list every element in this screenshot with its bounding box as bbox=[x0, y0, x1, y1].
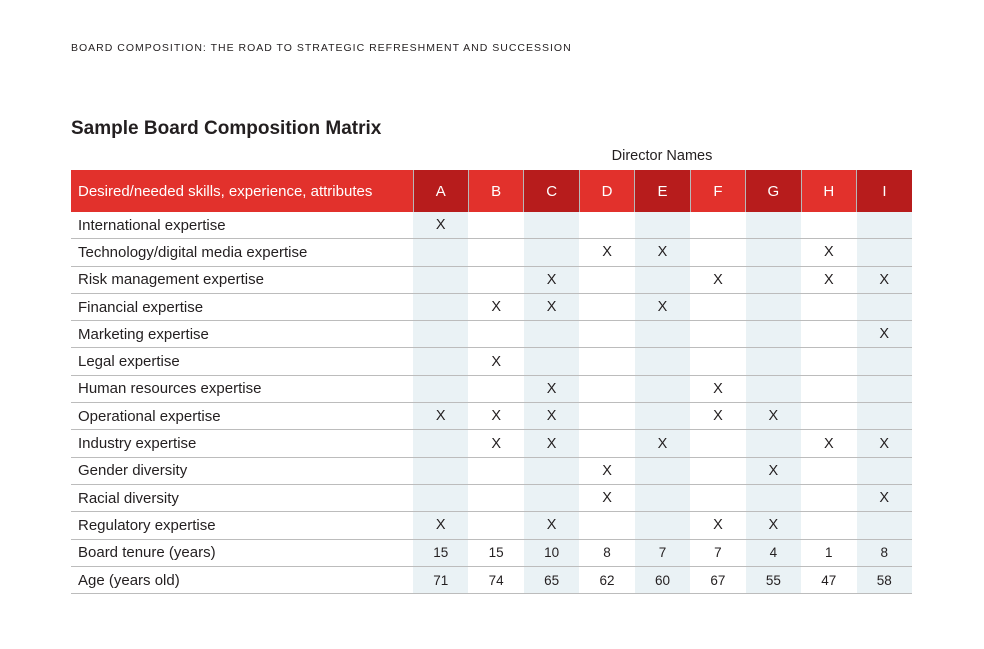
mark-cell bbox=[857, 239, 912, 266]
mark-cell bbox=[579, 348, 634, 375]
mark-cell bbox=[579, 321, 634, 348]
row-label: Regulatory expertise bbox=[71, 512, 413, 539]
value-cell: 74 bbox=[468, 566, 523, 593]
mark-cell bbox=[801, 403, 856, 430]
director-header-f: F bbox=[690, 170, 745, 212]
mark-cell bbox=[801, 293, 856, 320]
mark-cell bbox=[746, 430, 801, 457]
value-cell: 8 bbox=[579, 539, 634, 566]
table-row bbox=[71, 457, 912, 484]
mark-cell bbox=[746, 348, 801, 375]
mark-cell: X bbox=[690, 375, 745, 402]
director-header-i: I bbox=[857, 170, 912, 212]
value-cell: 15 bbox=[413, 539, 468, 566]
mark-cell bbox=[635, 375, 690, 402]
mark-cell: X bbox=[524, 375, 579, 402]
mark-cell: X bbox=[746, 457, 801, 484]
mark-cell: X bbox=[524, 403, 579, 430]
row-label: Technology/digital media expertise bbox=[71, 239, 413, 266]
value-cell: 62 bbox=[579, 566, 634, 593]
mark-cell bbox=[413, 293, 468, 320]
mark-cell bbox=[579, 266, 634, 293]
value-cell: 47 bbox=[801, 566, 856, 593]
mark-cell bbox=[579, 293, 634, 320]
mark-cell bbox=[468, 266, 523, 293]
mark-cell bbox=[579, 430, 634, 457]
mark-cell: X bbox=[635, 239, 690, 266]
mark-cell: X bbox=[468, 430, 523, 457]
mark-cell bbox=[801, 212, 856, 239]
value-cell: 4 bbox=[746, 539, 801, 566]
mark-cell bbox=[524, 457, 579, 484]
mark-cell bbox=[579, 212, 634, 239]
mark-cell bbox=[746, 266, 801, 293]
mark-cell bbox=[524, 239, 579, 266]
mark-cell bbox=[524, 321, 579, 348]
mark-cell: X bbox=[857, 484, 912, 511]
mark-cell bbox=[635, 484, 690, 511]
mark-cell bbox=[524, 212, 579, 239]
table-row bbox=[71, 212, 912, 239]
value-cell: 1 bbox=[801, 539, 856, 566]
mark-cell bbox=[857, 293, 912, 320]
value-cell: 71 bbox=[413, 566, 468, 593]
mark-cell: X bbox=[579, 457, 634, 484]
mark-cell: X bbox=[413, 403, 468, 430]
mark-cell bbox=[690, 239, 745, 266]
mark-cell bbox=[524, 348, 579, 375]
mark-cell bbox=[857, 512, 912, 539]
director-header-d: D bbox=[579, 170, 634, 212]
row-label: Financial expertise bbox=[71, 293, 413, 320]
mark-cell bbox=[746, 375, 801, 402]
mark-cell bbox=[635, 512, 690, 539]
mark-cell bbox=[413, 348, 468, 375]
director-header-b: B bbox=[468, 170, 523, 212]
mark-cell bbox=[746, 239, 801, 266]
mark-cell bbox=[746, 212, 801, 239]
mark-cell bbox=[635, 348, 690, 375]
mark-cell bbox=[413, 457, 468, 484]
mark-cell: X bbox=[857, 321, 912, 348]
director-header-h: H bbox=[801, 170, 856, 212]
value-cell: 7 bbox=[690, 539, 745, 566]
table-row bbox=[71, 293, 912, 320]
row-label: International expertise bbox=[71, 212, 413, 239]
mark-cell bbox=[635, 212, 690, 239]
value-cell: 55 bbox=[746, 566, 801, 593]
table-header-row bbox=[71, 170, 912, 212]
mark-cell bbox=[690, 348, 745, 375]
value-cell: 65 bbox=[524, 566, 579, 593]
value-cell: 60 bbox=[635, 566, 690, 593]
mark-cell bbox=[857, 375, 912, 402]
mark-cell bbox=[857, 348, 912, 375]
mark-cell bbox=[746, 321, 801, 348]
table-row bbox=[71, 403, 912, 430]
director-names-label: Director Names bbox=[611, 148, 713, 164]
mark-cell bbox=[413, 484, 468, 511]
director-header-a: A bbox=[413, 170, 468, 212]
mark-cell bbox=[635, 457, 690, 484]
table-row bbox=[71, 348, 912, 375]
mark-cell: X bbox=[857, 430, 912, 457]
row-label: Human resources expertise bbox=[71, 375, 413, 402]
mark-cell bbox=[579, 403, 634, 430]
table-row bbox=[71, 539, 912, 566]
mark-cell bbox=[690, 430, 745, 457]
mark-cell: X bbox=[413, 212, 468, 239]
row-label: Board tenure (years) bbox=[71, 539, 413, 566]
mark-cell: X bbox=[579, 484, 634, 511]
mark-cell bbox=[468, 212, 523, 239]
table-row bbox=[71, 375, 912, 402]
mark-cell bbox=[801, 375, 856, 402]
mark-cell: X bbox=[690, 266, 745, 293]
mark-cell bbox=[468, 457, 523, 484]
mark-cell bbox=[468, 375, 523, 402]
mark-cell: X bbox=[635, 430, 690, 457]
mark-cell bbox=[801, 321, 856, 348]
mark-cell: X bbox=[801, 266, 856, 293]
mark-cell bbox=[468, 484, 523, 511]
mark-cell bbox=[801, 457, 856, 484]
mark-cell bbox=[801, 348, 856, 375]
table-row bbox=[71, 321, 912, 348]
mark-cell bbox=[801, 512, 856, 539]
mark-cell bbox=[413, 321, 468, 348]
mark-cell bbox=[579, 375, 634, 402]
mark-cell: X bbox=[468, 403, 523, 430]
mark-cell: X bbox=[690, 512, 745, 539]
mark-cell: X bbox=[524, 293, 579, 320]
value-cell: 10 bbox=[524, 539, 579, 566]
mark-cell bbox=[524, 484, 579, 511]
mark-cell bbox=[690, 457, 745, 484]
mark-cell bbox=[746, 293, 801, 320]
mark-cell bbox=[857, 457, 912, 484]
board-composition-matrix bbox=[71, 170, 912, 594]
mark-cell: X bbox=[468, 293, 523, 320]
table-row bbox=[71, 430, 912, 457]
mark-cell bbox=[468, 239, 523, 266]
mark-cell bbox=[468, 512, 523, 539]
mark-cell bbox=[635, 403, 690, 430]
value-cell: 58 bbox=[857, 566, 912, 593]
mark-cell: X bbox=[801, 239, 856, 266]
mark-cell: X bbox=[524, 512, 579, 539]
mark-cell: X bbox=[524, 266, 579, 293]
running-header: BOARD COMPOSITION: THE ROAD TO STRATEGIC REFRESHMENT AND SUCCESSION bbox=[71, 42, 572, 54]
table-row bbox=[71, 512, 912, 539]
mark-cell: X bbox=[413, 512, 468, 539]
page-title: Sample Board Composition Matrix bbox=[71, 118, 382, 139]
row-label: Age (years old) bbox=[71, 566, 413, 593]
row-label: Industry expertise bbox=[71, 430, 413, 457]
row-label: Marketing expertise bbox=[71, 321, 413, 348]
director-header-g: G bbox=[746, 170, 801, 212]
value-cell: 67 bbox=[690, 566, 745, 593]
mark-cell: X bbox=[635, 293, 690, 320]
mark-cell bbox=[690, 484, 745, 511]
table-row bbox=[71, 266, 912, 293]
mark-cell bbox=[857, 403, 912, 430]
director-header-c: C bbox=[524, 170, 579, 212]
row-label: Gender diversity bbox=[71, 457, 413, 484]
value-cell: 15 bbox=[468, 539, 523, 566]
row-label: Operational expertise bbox=[71, 403, 413, 430]
director-header-e: E bbox=[635, 170, 690, 212]
mark-cell bbox=[690, 321, 745, 348]
mark-cell bbox=[746, 484, 801, 511]
table-row bbox=[71, 239, 912, 266]
mark-cell bbox=[857, 212, 912, 239]
mark-cell bbox=[635, 266, 690, 293]
mark-cell: X bbox=[801, 430, 856, 457]
mark-cell: X bbox=[690, 403, 745, 430]
table-body bbox=[71, 212, 912, 594]
mark-cell bbox=[690, 293, 745, 320]
mark-cell bbox=[413, 239, 468, 266]
mark-cell: X bbox=[579, 239, 634, 266]
mark-cell bbox=[690, 212, 745, 239]
skills-column-header: Desired/needed skills, experience, attributes bbox=[71, 170, 413, 212]
row-label: Legal expertise bbox=[71, 348, 413, 375]
mark-cell bbox=[468, 321, 523, 348]
row-label: Racial diversity bbox=[71, 484, 413, 511]
mark-cell: X bbox=[746, 512, 801, 539]
table-row bbox=[71, 484, 912, 511]
mark-cell bbox=[579, 512, 634, 539]
mark-cell: X bbox=[524, 430, 579, 457]
mark-cell: X bbox=[746, 403, 801, 430]
table-row bbox=[71, 566, 912, 593]
mark-cell: X bbox=[468, 348, 523, 375]
row-label: Risk management expertise bbox=[71, 266, 413, 293]
mark-cell bbox=[413, 266, 468, 293]
mark-cell bbox=[635, 321, 690, 348]
value-cell: 8 bbox=[857, 539, 912, 566]
value-cell: 7 bbox=[635, 539, 690, 566]
mark-cell bbox=[801, 484, 856, 511]
mark-cell: X bbox=[857, 266, 912, 293]
mark-cell bbox=[413, 430, 468, 457]
mark-cell bbox=[413, 375, 468, 402]
